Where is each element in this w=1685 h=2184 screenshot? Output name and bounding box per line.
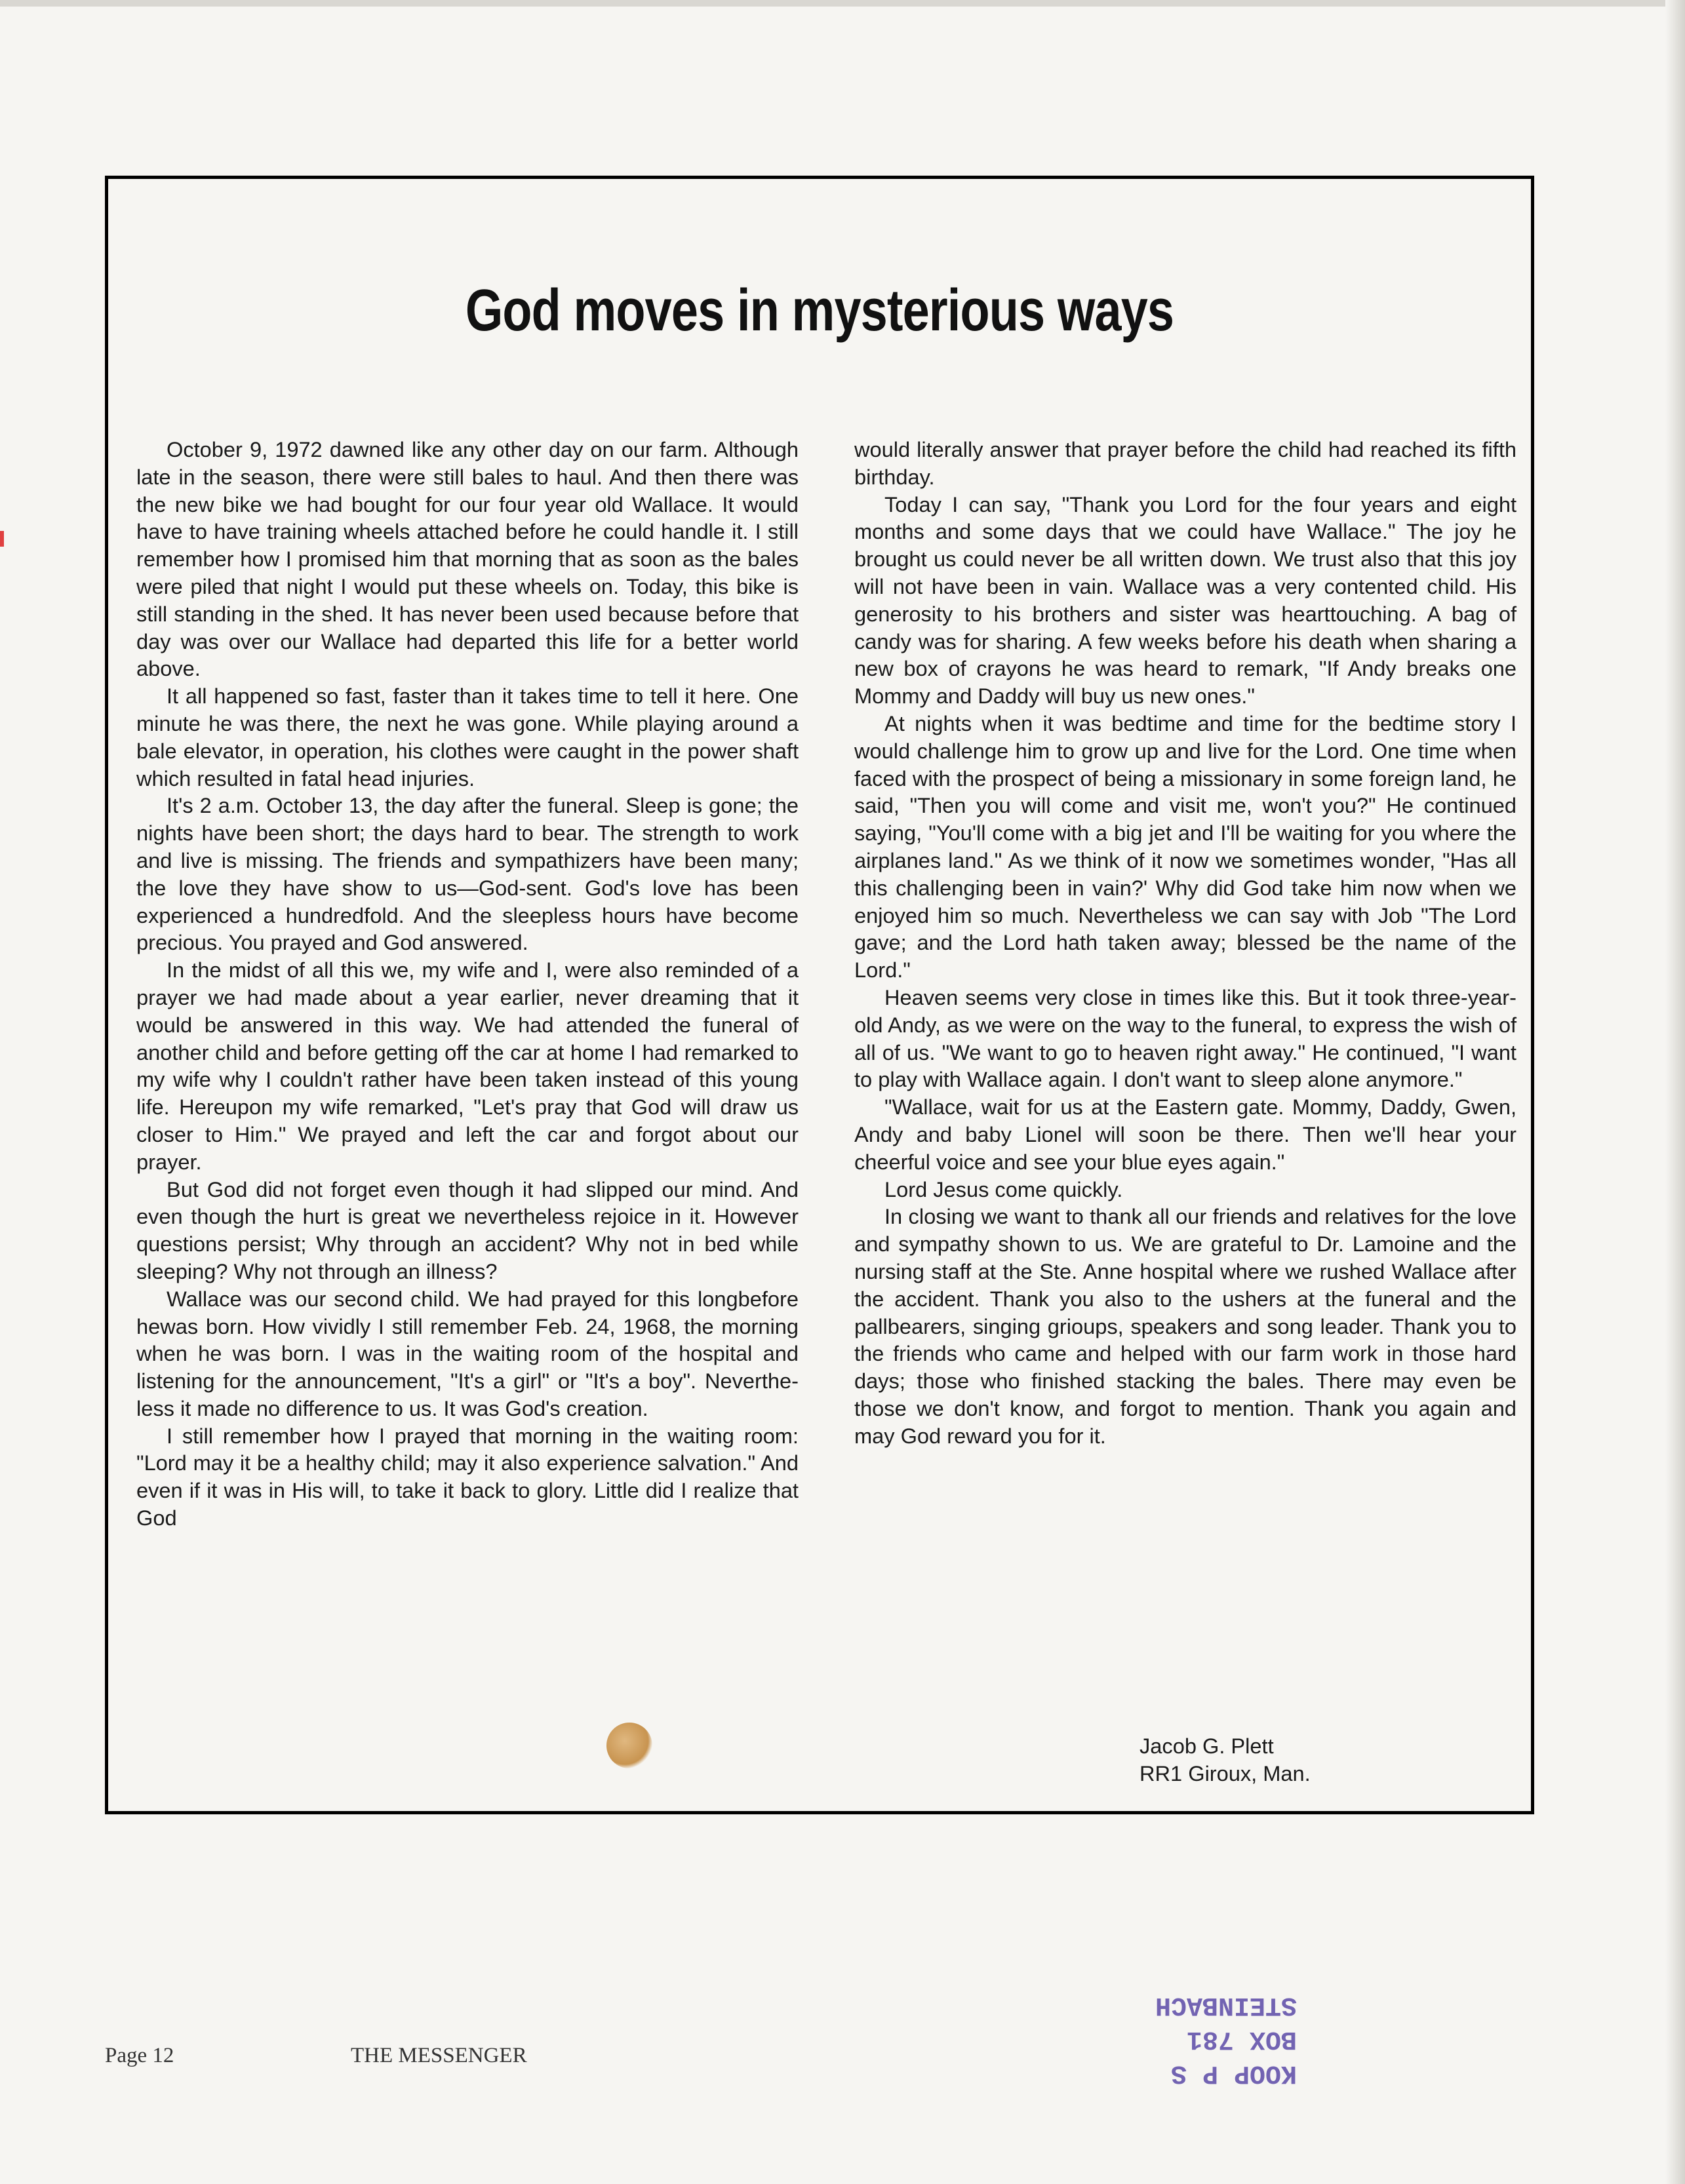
paragraph: In closing we want to thank all our friends and relatives for the love and sympathy shown to us. We are grateful to Dr. Lamoine and the nursing staff at the Ste. Anne hospital where we rushed Wallace after the accident. Thank you also to the ushers at the funeral and the pallbearers, singing grioups, speakers and song leader. Thank you to the friends who came and helped with our farm work in those hard days; those who finished stacking the bales. There may even be those we don't know, and forgot to mention. Thank you again and may God reward you for it. [854, 1204, 1516, 1448]
paragraph: Today I can say, "Thank you Lord for the four years and eight months and some days that we could have Wallace." The joy he brought us could never be all written down. We trust also that this joy will not have been in vain. Wallace was a very contented child. His generosity to his brothers and sister was hearttouching. A bag of candy was for sharing. A few weeks before his death when sharing a new box of crayons he was heard to remark, "If Andy breaks one Mommy and Daddy will buy us new ones." [854, 492, 1516, 709]
paragraph: I still remember how I prayed that morning in the waiting room: "Lord may it be a healthy child; may it also experience salvation." And even if it was in His will, to take it back to glory. Little did I realize that God [136, 1423, 799, 1531]
left-column [136, 436, 799, 1532]
article-frame [105, 176, 1534, 1814]
paper-stain [606, 1723, 652, 1768]
paragraph: Wallace was our second child. We had prayed for this longbefore hewas born. How vividly I still remember Feb. 24, 1968, the morning when he was born. I was in the waiting room of the hospital and listening for the announcement, "It's a girl" or "It's a boy". Nevertheless it made no difference to us. It was God's creation. [136, 1286, 799, 1420]
page-right-edge [1665, 0, 1685, 2184]
paragraph: At nights when it was bedtime and time for the bedtime story I would challenge him to grow up and live for the Lord. One time when faced with the prospect of being a missionary in some foreign land, he said, "Then you will come and visit me, won't you?" He continued saying, "You'll come with a big jet and I'll be waiting for you where the airplanes land." As we think of it now we sometimes wonder, "Has all this challenging been in vain?' Why did God take him now when we enjoyed him so much. Nevertheless we can say with Job "The Lord gave; and the Lord hath taken away; blessed be the name of the Lord." [854, 711, 1516, 983]
paragraph: October 9, 1972 dawned like any other day on our farm. Although late in the season, there were still bales to haul. And then there was the new bike we had bought for our four year old Wallace. It would have to have training wheels attached before he could handle it. I still remember how I promised him that morning that as soon as the bales were piled that night I would put these wheels on. Today, this bike is still standing in the shed. It has never been used because before that day was over our Wallace had departed this life for a better world above. [136, 437, 799, 681]
author-signature [1140, 1732, 1311, 1787]
page-number: Page 12 [105, 2044, 174, 2067]
paragraph: Lord Jesus come quickly. [884, 1177, 1123, 1201]
stamp-line: BOX 781 [1186, 2024, 1297, 2054]
paragraph: In the midst of all this we, my wife and I, were also reminded of a prayer we had made about a year earlier, never dreaming that it would be answered in this way. We had attended the funeral of another child and before getting off the car at home I had remarked to my wife why I couldn't rather have been taken instead of this young life. Hereupon my wife remarked, "Let's pray that God will draw us closer to Him." We prayed and left the car and forgot about our prayer. [136, 958, 799, 1174]
paragraph: But God did not forget even though it had slipped our mind. And even though the hurt is great we nevertheless rejoice in it. However questions persist; Why through an accident? Why not in bed while sleeping? Why not through an illness? [136, 1177, 799, 1283]
stamp-line: STEINBACH [1155, 1990, 1297, 2019]
author-name: Jacob G. Plett [1140, 1734, 1274, 1758]
paragraph: "Wallace, wait for us at the Eastern gate. Mommy, Daddy, Gwen, Andy and baby Lionel will soon be there. Then we'll hear your cheerful voice and see your blue eyes again." [854, 1095, 1516, 1174]
paragraph: It all happened so fast, faster than it takes time to tell it here. One minute he was there, the next he was gone. While playing around a bale elevator, in operation, his clothes were caught in the power shaft which resulted in fatal head injuries. [136, 684, 799, 790]
stamp-line: KOOP P S [1170, 2058, 1297, 2088]
paragraph: Heaven seems very close in times like this. But it took three-year-old Andy, as we were on the way to the funeral, to express the wish of all of us. "We want to go to heaven right away." He continued, "I want to play with Wallace again. I don't want to sleep alone anymore." [854, 985, 1516, 1092]
author-address: RR1 Giroux, Man. [1140, 1761, 1311, 1785]
address-stamp [1133, 1978, 1297, 2090]
page-top-edge [0, 0, 1685, 7]
margin-mark [0, 531, 4, 547]
article-title: God moves in mysterious ways [465, 278, 1174, 343]
paragraph-continued: would literally answer that prayer before the child had reached its fifth birthday. [854, 437, 1516, 489]
publication-name: THE MESSENGER [351, 2044, 527, 2067]
right-column [854, 436, 1516, 1449]
paragraph: It's 2 a.m. October 13, the day after the funeral. Sleep is gone; the nights have been short; the days hard to bear. The strength to work and live is missing. The friends and sympathizers have been many; the love they have show to us—God-sent. God's love has been experienced a hundredfold. And the sleepless hours have become precious. You prayed and God answered. [136, 793, 799, 955]
